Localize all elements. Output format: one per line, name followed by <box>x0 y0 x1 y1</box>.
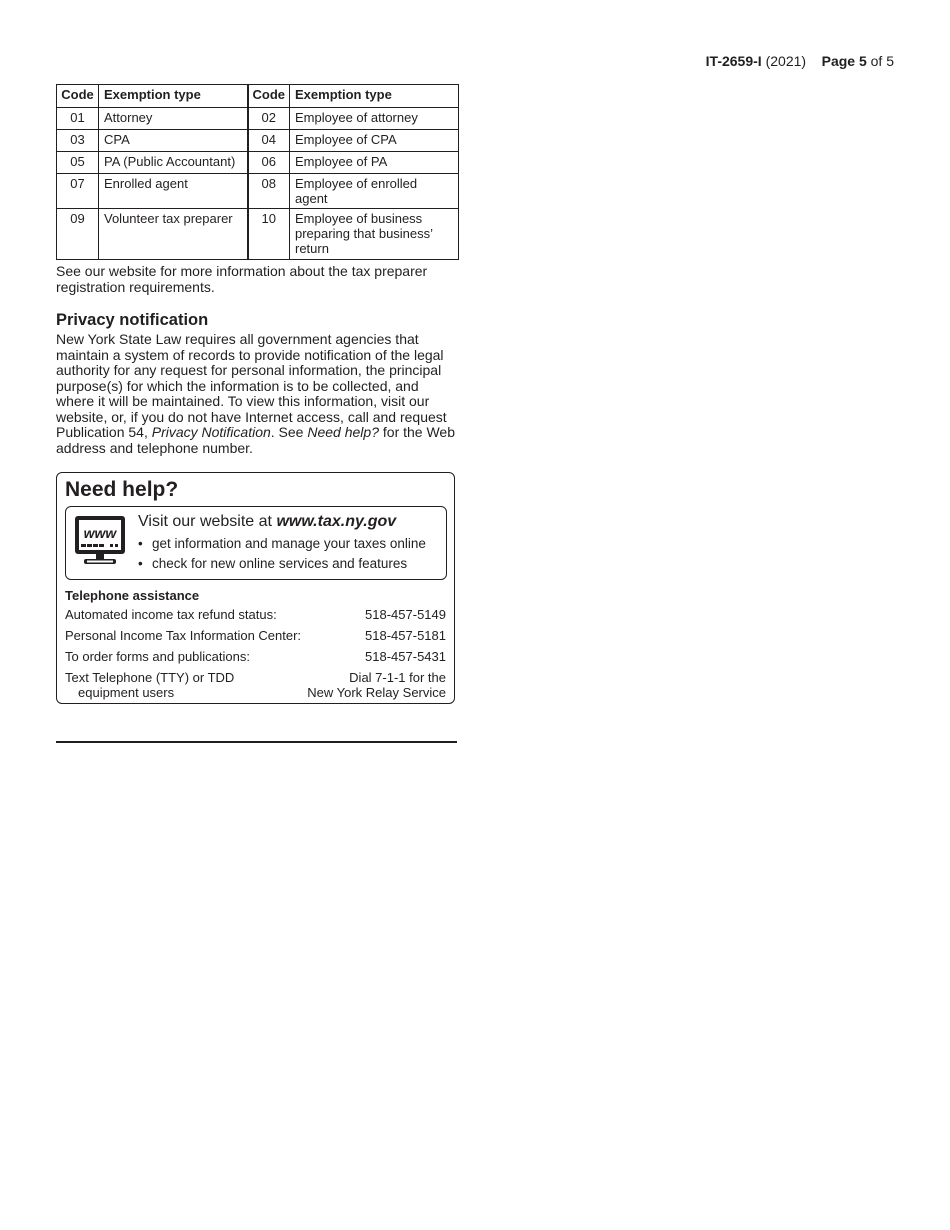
bottom-divider <box>56 741 457 743</box>
exemption-type-cell: Volunteer tax preparer <box>99 209 248 260</box>
exemption-type-cell: Employee of PA <box>290 152 459 174</box>
www-label: www <box>83 525 117 541</box>
code-cell: 02 <box>248 108 290 130</box>
exemption-codes-table <box>56 84 459 260</box>
exemption-type-cell: Employee of CPA <box>290 130 459 152</box>
need-help-title: Need help? <box>65 478 179 501</box>
exemption-type-cell: Employee of attorney <box>290 108 459 130</box>
need-help-box <box>56 472 455 704</box>
page-header <box>706 53 894 69</box>
exemption-type-cell: Attorney <box>99 108 248 130</box>
form-id: IT-2659-I <box>705 53 762 69</box>
website-note: See our website for more information about the tax preparer registration requirements. <box>56 263 428 295</box>
column-header-exemption-type: Exemption type <box>99 85 248 108</box>
exemption-type-cell: CPA <box>99 130 248 152</box>
code-cell: 03 <box>57 130 99 152</box>
privacy-heading: Privacy notification <box>56 311 209 329</box>
website-url-link[interactable]: www.tax.ny.gov <box>276 513 397 530</box>
phone-label: Automated income tax refund status: <box>65 607 277 622</box>
need-help-reference: Need help? <box>307 424 379 440</box>
tty-number-line: New York Relay Service <box>307 685 446 700</box>
visit-website-line <box>138 513 396 531</box>
table-row <box>57 130 459 152</box>
phone-number: 518-457-5149 <box>365 607 446 622</box>
website-box <box>65 506 447 580</box>
phone-number: 518-457-5431 <box>365 649 446 664</box>
bullet-icon: • <box>138 556 143 571</box>
privacy-text: . See <box>270 424 308 440</box>
code-cell: 01 <box>57 108 99 130</box>
bullet-icon: • <box>138 536 143 551</box>
code-cell: 04 <box>248 130 290 152</box>
bullet-text: check for new online services and features <box>152 556 408 571</box>
tty-number <box>307 670 446 700</box>
privacy-text: for the Web address and telephone number. <box>56 424 456 456</box>
code-cell: 08 <box>248 174 290 209</box>
code-cell: 05 <box>57 152 99 174</box>
privacy-text: New York State Law requires all government agencies that maintain a system of records to provide notification of the legal authority for any request for personal information, the principal purpose(s) for which the information is to be collected, and where it will be maintained. To view this information, visit our website, or, if you do not have Internet access, call and request Publication 54, <box>56 331 447 440</box>
computer-monitor-icon <box>74 515 128 565</box>
exemption-type-cell: Enrolled agent <box>99 174 248 209</box>
tty-label-line: equipment users <box>78 685 175 700</box>
code-cell: 09 <box>57 209 99 260</box>
telephone-assistance-heading: Telephone assistance <box>65 588 200 603</box>
form-year: (2021) <box>765 53 807 69</box>
table-row <box>57 108 459 130</box>
list-item <box>138 556 407 571</box>
tty-label-line: Text Telephone (TTY) or TDD <box>65 670 235 685</box>
exemption-type-cell: Employee of business preparing that business’ return <box>290 209 459 260</box>
column-header-exemption-type: Exemption type <box>290 85 459 108</box>
tty-number-line: Dial 7-1-1 for the <box>349 670 446 685</box>
exemption-type-cell: PA (Public Accountant) <box>99 152 248 174</box>
code-cell: 07 <box>57 174 99 209</box>
page-total: of 5 <box>870 53 894 69</box>
table-header-row <box>57 85 459 108</box>
tty-label <box>65 670 234 700</box>
publication-title: Privacy Notification <box>151 424 271 440</box>
list-item <box>138 536 426 551</box>
code-cell: 06 <box>248 152 290 174</box>
phone-number: 518-457-5181 <box>365 628 446 643</box>
code-cell: 10 <box>248 209 290 260</box>
privacy-body <box>56 332 458 456</box>
phone-label: Personal Income Tax Information Center: <box>65 628 302 643</box>
table-row <box>57 152 459 174</box>
visit-prefix: Visit our website at <box>138 513 277 530</box>
column-header-code: Code <box>248 85 290 108</box>
column-header-code: Code <box>57 85 99 108</box>
page-number: Page 5 <box>821 53 867 69</box>
table-row <box>57 209 459 260</box>
bullet-text: get information and manage your taxes online <box>152 536 426 551</box>
exemption-type-cell: Employee of enrolled agent <box>290 174 459 209</box>
table-row <box>57 174 459 209</box>
phone-label: To order forms and publications: <box>65 649 250 664</box>
